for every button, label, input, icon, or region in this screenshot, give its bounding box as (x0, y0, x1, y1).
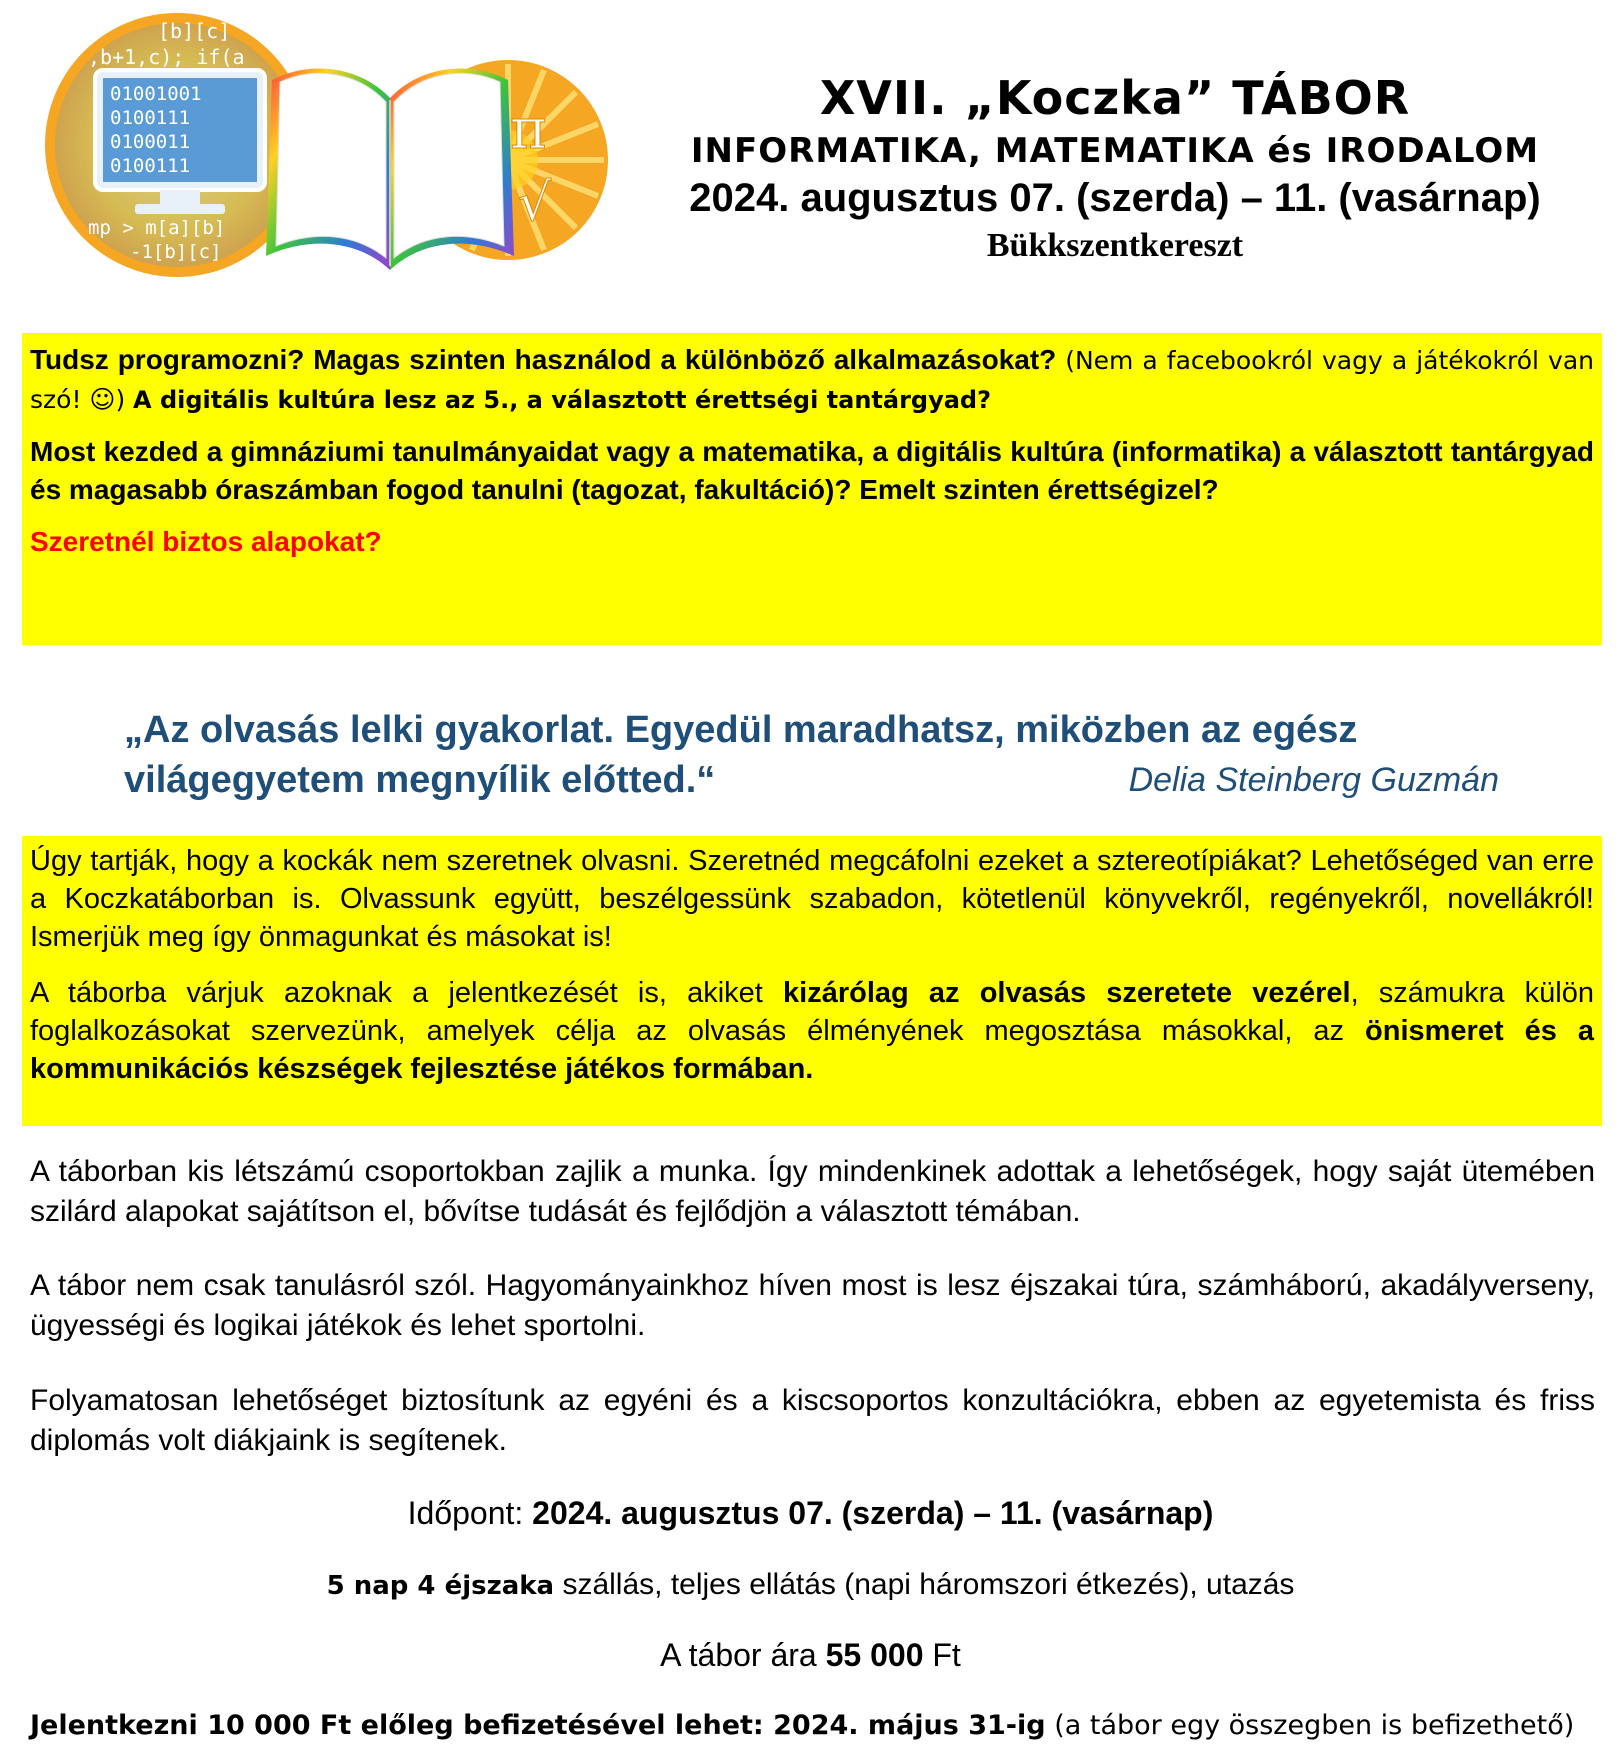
time-value: 2024. augusztus 07. (szerda) – 11. (vasárnap) (532, 1495, 1214, 1531)
code-text: -1[b][c] (130, 241, 222, 263)
highlight-box-reading (22, 836, 1602, 1126)
binary-text: 0100111 (110, 155, 191, 177)
intro-paragraph (30, 333, 1594, 419)
binary-text: 0100011 (110, 131, 191, 153)
quote-author: Delia Steinberg Guzmán (1128, 761, 1499, 799)
intro-question-bold: Tudsz programozni? Magas szinten használod a különböző alkalmazásokat? (30, 344, 1057, 375)
intro-question-tail: A digitális kultúra lesz az 5., a választott érettségi tantárgyad? (133, 386, 992, 414)
reading-paragraph: Úgy tartják, hogy a kockák nem szeretnek olvasni. Szeretnéd megcáfolni ezeket a sztereotípiákat? Lehetőséged van erre a Koczkatáborban is. Olvassunk együtt, beszélgessünk szabadon, kötetlenül könyvekről, regényekről, novellákról! Ismerjük meg így önmagunkat és másokat is! (30, 845, 1594, 953)
open-book-icon (266, 68, 514, 270)
code-text: [b][c] (158, 19, 231, 43)
code-text: ,b+1,c); if(a (88, 45, 245, 69)
gymnasium-paragraph: Most kezded a gimnáziumi tanulmányaidat vagy a matematika, a digitális kultúra (informatika) a választott tantárgyad és magasabb óraszámban fogod tanulni (tagozat, fakultáció)? Emelt szinten érettségizel? (30, 436, 1594, 505)
price-unit: Ft (932, 1637, 961, 1673)
stay-duration: 5 nap 4 éjszaka (326, 1571, 555, 1601)
camp-location: Bükkszentkereszt (986, 227, 1244, 264)
code-text: mp > m[a][b] (88, 217, 226, 239)
application-note: (a tábor egy összegben is befizethető) (1054, 1710, 1575, 1741)
reading-quote (124, 705, 1499, 805)
application-line (30, 1708, 1574, 1744)
intro-aside: (Nem a facebookról vagy a játékokról van szó! ☺) (30, 346, 1595, 414)
camp-title: XVII. „Koczka” TÁBOR (819, 71, 1411, 125)
highlight-box-questions (22, 333, 1602, 645)
consultation-paragraph: Folyamatosan lehetőséget biztosítunk az egyéni és a kiscsoportos konzultációkra, ebben az egyetemista és friss diplomás volt diákjaink is segítenek. (30, 1384, 1595, 1457)
application-deadline: Jelentkezni 10 000 Ft előleg befizetésével lehet: 2024. május 31-ig (30, 1710, 1046, 1741)
activities-paragraph: A tábor nem csak tanulásról szól. Hagyományainkhoz híven most is lesz éjszakai túra, számháború, akadályverseny, ügyességi és logikai játékok és lehet sportolni. (30, 1269, 1595, 1342)
stay-details: szállás, teljes ellátás (napi háromszori étkezés), utazás (562, 1568, 1295, 1601)
groups-paragraph: A táborban kis létszámú csoportokban zajlik a munka. Így mindenkinek adottak a lehetőségek, hogy saját ütemében szilárd alapokat sajátítson el, bővítse tudását és fejlődjön a választott témában. (30, 1155, 1595, 1228)
stay-line (0, 1565, 1621, 1606)
time-line (0, 1493, 1621, 1533)
invite-text: A táborba várjuk azoknak a jelentkezését is, akiket (30, 977, 763, 1009)
camp-subjects: INFORMATIKA, MATEMATIKA és IRODALOM (690, 131, 1540, 171)
price-label: A tábor ára (660, 1637, 817, 1673)
binary-text: 01001001 (110, 83, 202, 105)
pi-symbol-icon: π (510, 97, 547, 162)
binary-text: 0100111 (110, 107, 191, 129)
header-title-block (640, 70, 1590, 270)
reading-invite-paragraph (30, 974, 1594, 1088)
root-symbol-icon: √ (518, 173, 552, 233)
time-label: Időpont: (407, 1495, 524, 1531)
camp-dates: 2024. augusztus 07. (szerda) – 11. (vasárnap) (689, 176, 1541, 220)
foundations-question: Szeretnél biztos alapokat? (30, 526, 382, 557)
price-line (0, 1635, 1621, 1675)
invite-emphasis: önismeret és a kommunikációs készségek fejlesztése játékos formában. (30, 1015, 1594, 1085)
price-value: 55 000 (825, 1637, 924, 1673)
invite-text: , számukra külön foglalkozásokat szervezünk, amelyek célja az olvasás élményének megosztása másokkal, az (30, 977, 1595, 1047)
header-logos (40, 8, 630, 288)
quote-text: „Az olvasás lelki gyakorlat. Egyedül maradhatsz, miközben az egész világegyetem megnyílik előtted.“ (124, 709, 1358, 801)
koczka-logo-illustration (40, 8, 630, 288)
invite-emphasis: kizárólag az olvasás szeretete vezérel (783, 977, 1351, 1009)
